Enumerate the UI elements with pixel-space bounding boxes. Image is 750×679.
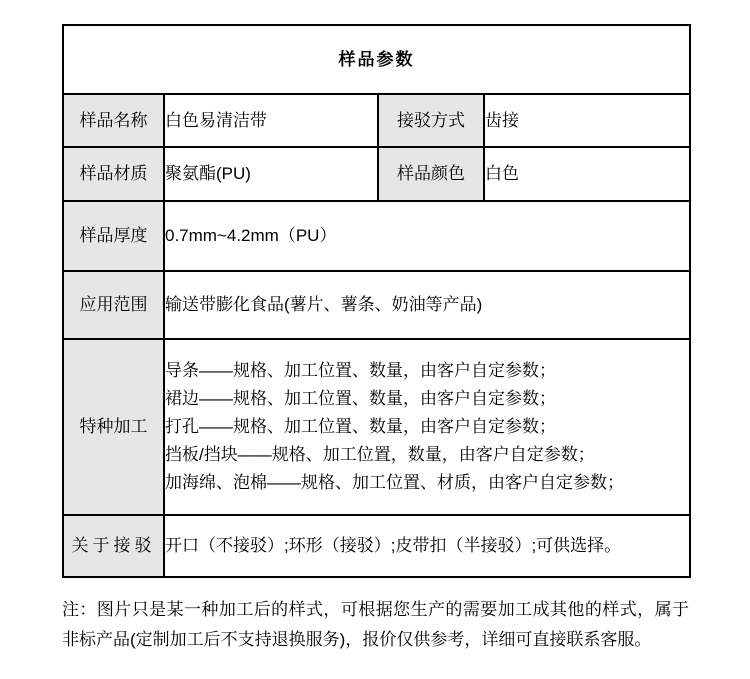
label-color: 样品颜色 bbox=[378, 147, 484, 201]
table-row bbox=[63, 147, 690, 201]
label-special-processing: 特种加工 bbox=[63, 339, 164, 515]
special-processing-line: 打孔——规格、加工位置、数量，由客户自定参数； bbox=[165, 417, 556, 436]
value-joint-method: 齿接 bbox=[484, 94, 690, 147]
table-row bbox=[63, 271, 690, 339]
table-title: 样品参数 bbox=[63, 25, 690, 94]
table-row bbox=[63, 94, 690, 147]
special-processing-line: 导条——规格、加工位置、数量，由客户自定参数； bbox=[165, 361, 556, 380]
label-application: 应用范围 bbox=[63, 271, 164, 339]
special-processing-line: 加海绵、泡棉——规格、加工位置、材质，由客户自定参数； bbox=[165, 473, 624, 492]
value-special-processing bbox=[164, 339, 690, 515]
footer-note: 注：图片只是某一种加工后的样式，可根据您生产的需要加工成其他的样式，属于非标产品(定制加工后不支持退换服务)，报价仅供参考，详细可直接联系客服。 bbox=[62, 600, 689, 649]
label-thickness: 样品厚度 bbox=[63, 201, 164, 271]
label-joint-method: 接驳方式 bbox=[378, 94, 484, 147]
value-application: 输送带膨化食品(薯片、薯条、奶油等产品) bbox=[164, 271, 690, 339]
value-thickness: 0.7mm~4.2mm（PU） bbox=[164, 201, 690, 271]
label-sample-name: 样品名称 bbox=[63, 94, 164, 147]
label-about-joint: 关于接驳 bbox=[63, 515, 164, 577]
value-material: 聚氨酯(PU) bbox=[164, 147, 378, 201]
table-row bbox=[63, 201, 690, 271]
sample-parameters-table bbox=[62, 24, 691, 578]
special-processing-line: 挡板/挡块——规格、加工位置，数量，由客户自定参数； bbox=[165, 445, 595, 464]
table-title-row bbox=[63, 25, 690, 94]
table-row bbox=[63, 339, 690, 515]
label-material: 样品材质 bbox=[63, 147, 164, 201]
table-row bbox=[63, 515, 690, 577]
value-color: 白色 bbox=[484, 147, 690, 201]
special-processing-line: 裙边——规格、加工位置、数量，由客户自定参数； bbox=[165, 389, 556, 408]
value-about-joint: 开口（不接驳）;环形（接驳）;皮带扣（半接驳）;可供选择。 bbox=[164, 515, 690, 577]
value-sample-name: 白色易清洁带 bbox=[164, 94, 378, 147]
